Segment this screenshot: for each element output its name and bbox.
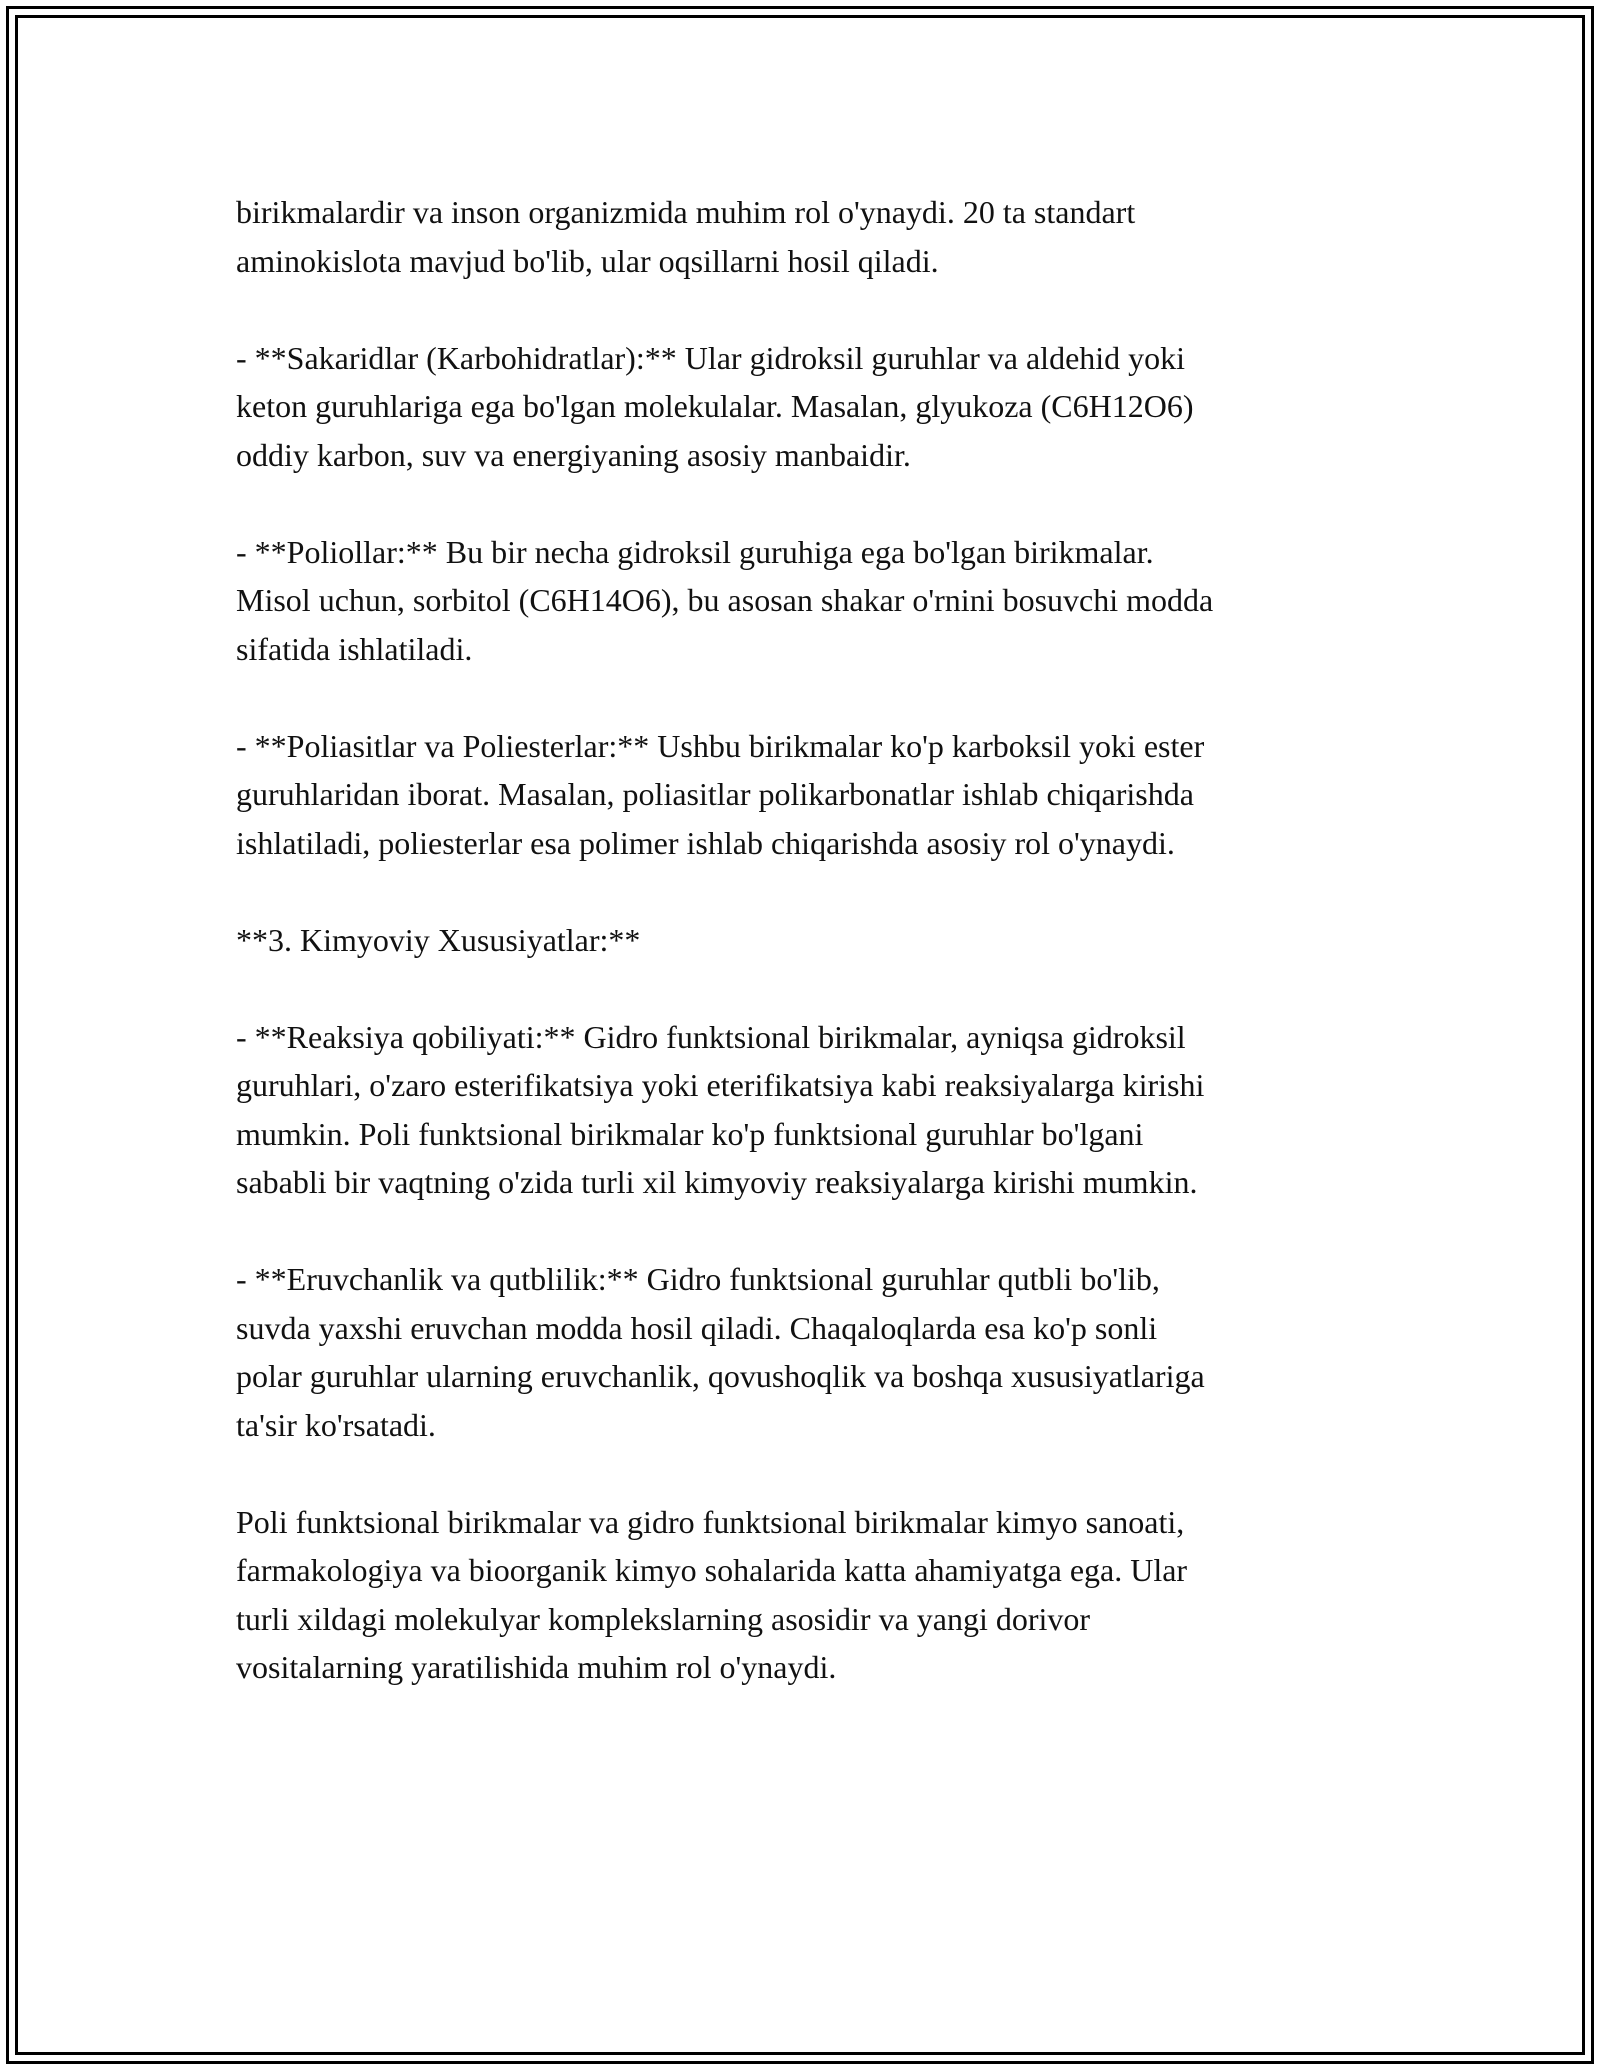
paragraph-conclusion: Poli funktsional birikmalar va gidro funktsional birikmalar kimyo sanoati, farmakologiya va bioorganik kimyo sohalarida katta ahamiyatga ega. Ular turli xildagi molekulyar komplekslarning asosidir va yangi dorivor vositalarning yaratilishida muhim rol o'ynaydi. xyxy=(236,1503,1188,1685)
paragraph-poliollar: - **Poliollar:** Bu bir necha gidroksil guruhiga ega bo'lgan birikmalar. Misol uchun, sorbitol (C6H14O6), bu asosan shakar o'rnini bosuvchi modda sifatida ishlatiladi. xyxy=(236,533,1214,667)
paragraph-sakaridlar: - **Sakaridlar (Karbohidratlar):** Ular gidroksil guruhlar va aldehid yoki keton guruhlariga ega bo'lgan molekulalar. Masalan, glyukoza (C6H12O6) oddiy karbon, suv va energiyaning asosiy manbaidir. xyxy=(236,339,1194,473)
paragraph-eruvchanlik: - **Eruvchanlik va qutblilik:** Gidro funktsional guruhlar qutbli bo'lib, suvda yaxshi eruvchan modda hosil qiladi. Chaqaloqlarda esa ko'p sonli polar guruhlar ularning eruvchanlik, qovushoqlik va boshqa xususiyatlariga ta'sir ko'rsatadi. xyxy=(236,1261,1205,1443)
paragraph-reaksiya-qobiliyati: - **Reaksiya qobiliyati:** Gidro funktsional birikmalar, ayniqsa gidroksil guruhlari, o'zaro esterifikatsiya yoki eterifikatsiya kabi reaksiyalarga kirishi mumkin. Poli funktsional birikmalar ko'p funktsional guruhlar bo'lgani sababli bir vaqtning o'zida turli xil kimyoviy reaksiyalarga kirishi mumkin. xyxy=(236,1018,1205,1200)
paragraph-aminokislota: birikmalardir va inson organizmida muhim rol o'ynaydi. 20 ta standart aminokislota mavjud bo'lib, ular oqsillarni hosil qiladi. xyxy=(236,194,1136,279)
section-heading-kimyoviy-xususiyatlar: **3. Kimyoviy Xususiyatlar:** xyxy=(236,921,641,958)
paragraph-poliasitlar: - **Poliasitlar va Poliesterlar:** Ushbu birikmalar ko'p karboksil yoki ester guruhlaridan iborat. Masalan, poliasitlar polikarbonatlar ishlab chiqarishda ishlatiladi, poliesterlar esa polimer ishlab chiqarishda asosiy rol o'ynaydi. xyxy=(236,727,1205,861)
document-body xyxy=(236,188,1376,1740)
